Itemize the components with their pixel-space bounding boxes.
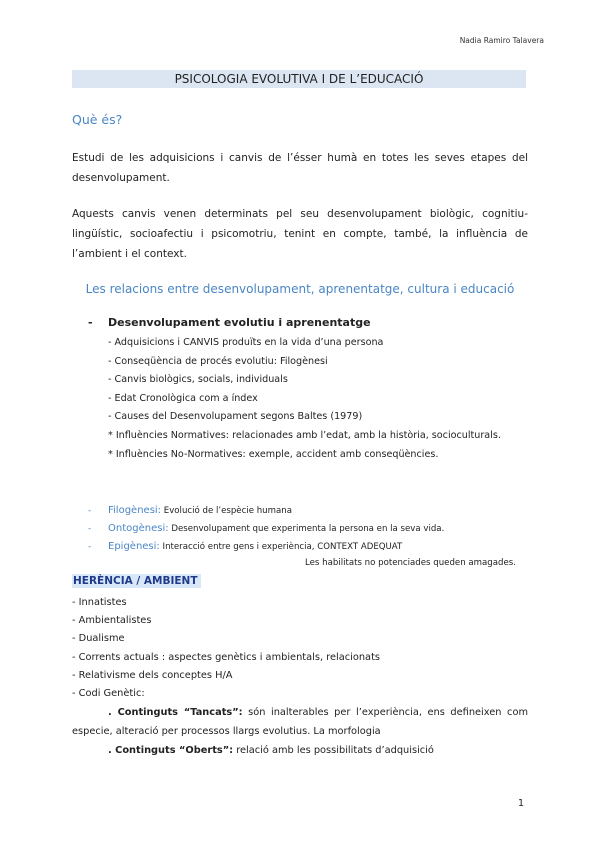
section-heading-herencia: HERÈNCIA / AMBIENT [72,574,201,588]
term-dash: - [88,506,92,516]
term-item [88,502,444,520]
contingut-tancats-text: són inalterables per l’experiència, ens defineixen com especie, alteració per processos llargs evolutius. La morfologia [72,707,528,737]
contingut-oberts [72,742,528,761]
sub-item-list [108,334,528,464]
terms-list [88,502,444,556]
contingut-tancats-label: . Continguts “Tancats”: [108,707,243,718]
author-name: Nadia Ramiro Talavera [459,36,544,45]
term-definition: Interacció entre gens i experiència, CONTEXT ADEQUAT [159,542,403,552]
list-item: - Edat Cronològica com a índex [108,392,258,404]
contingut-tancats [72,704,528,742]
paragraph-changes: Aquests canvis venen determinats pel seu desenvolupament biològic, cognitiu-lingüístic, socioafectiu i psicomotriu, tenint en compte, també, la influència de l’ambient i el context. [72,208,528,260]
term-dash: - [88,542,92,552]
list-item: - Adquisicions i CANVIS produïts en la vida d’una persona [108,337,384,348]
bullet-desenvolupament [88,316,371,329]
paragraph-definition: Estudi de les adquisicions i canvis de l’ésser humà en totes les seves etapes del desenvolupament. [72,152,528,184]
term-label: Ontogènesi: [108,523,169,534]
contingut-oberts-label: . Continguts “Oberts”: [108,745,234,756]
term-item [88,520,444,538]
term-dash: - [88,524,92,534]
term-label: Filogènesi: [108,505,162,516]
list-item: - Ambientalistes [72,615,152,627]
herencia-list [72,594,380,703]
list-item: * Influències No-Normatives: exemple, accident amb conseqüències. [108,448,439,460]
bullet-dash: - [88,316,93,329]
page-number: 1 [517,798,524,809]
list-item: * Influències Normatives: relacionades amb l’edat, amb la història, socioculturals. [108,429,501,441]
epigenesi-note: Les habilitats no potenciades queden amagades. [305,558,516,568]
term-item [88,538,444,556]
list-item: - Dualisme [72,633,125,645]
term-definition: Evolució de l’espècie humana [161,506,292,516]
list-item: - Codi Genètic: [72,688,145,700]
term-label: Epigènesi: [108,541,160,552]
list-item: - Relativisme dels conceptes H/A [72,669,233,681]
term-definition: Desenvolupament que experimenta la persona en la seva vida. [168,524,445,534]
bullet-label: Desenvolupament evolutiu i aprenentatge [108,316,371,329]
list-item: - Causes del Desenvolupament segons Baltes (1979) [108,411,363,423]
list-item: - Innatistes [72,597,127,608]
contingut-oberts-text: relació amb les possibilitats d’adquisició [233,745,434,756]
list-item: - Conseqüència de procés evolutiu: Filogènesi [108,355,328,367]
list-item: - Corrents actuals : aspectes genètics i ambientals, relacionats [72,651,381,663]
list-item: - Canvis biològics, socials, individuals [108,374,288,386]
document-title: PSICOLOGIA EVOLUTIVA I DE L’EDUCACIÓ [72,70,526,88]
section-heading-que-es: Què és? [72,112,123,127]
section-heading-relacions: Les relacions entre desenvolupament, aprenentatge, cultura i educació [85,282,515,296]
